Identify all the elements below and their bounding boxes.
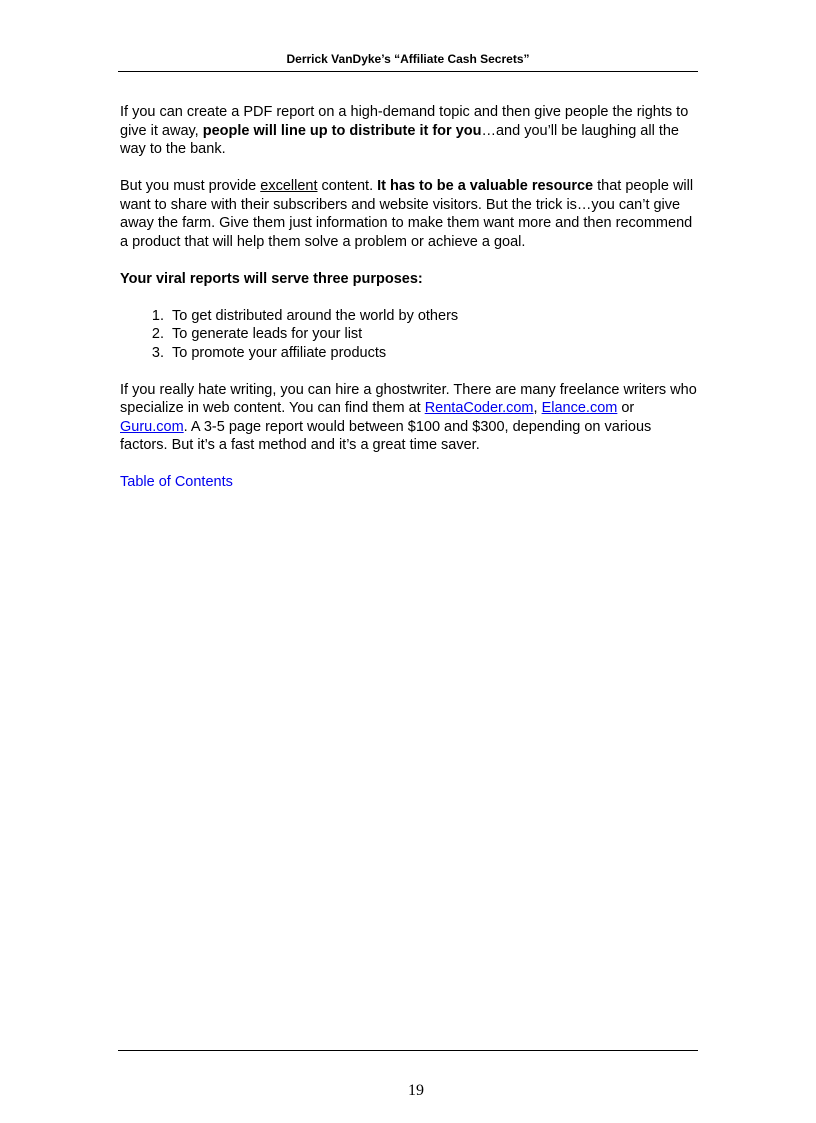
paragraph-excellent-content [120,177,700,251]
separator-text: or [617,400,635,416]
paragraph-text: …and you’ll be laughing all the way to the bank. [120,122,679,157]
bold-text: It has to be a valuable resource [377,178,594,194]
paragraph-text: content. [317,178,378,194]
header-divider [118,71,698,72]
purposes-list [120,307,700,363]
page-content [120,103,700,510]
bold-text: people will line up to distribute it for you [202,122,482,139]
paragraph-text: If you can create a PDF report on a high-demand topic and then give people the rights to give it away, [120,104,689,139]
paragraph-text: But you must provide [120,178,261,194]
elance-link[interactable]: Elance.com [541,400,618,416]
toc-paragraph [120,473,700,492]
paragraph-text: If you really hate writing, you can hire a ghostwriter. There are many freelance writers who specialize in web content. You can find them at [120,381,697,416]
paragraph-text: that people will want to share with their subscribers and website visitors. But the trick is…you can’t give away the farm. Give them just information to make them want more and then recommend a product that will help them solve a problem or achieve a goal. [120,178,694,250]
page-number: 19 [408,1082,424,1099]
list-item: 1. To get distributed around the world by others [168,307,700,326]
purposes-heading: Your viral reports will serve three purposes: [120,270,423,287]
footer-divider [118,1050,698,1051]
guru-link[interactable]: Guru.com [120,418,184,435]
list-item: 2. To generate leads for your list [168,325,700,344]
underlined-text: excellent [260,178,318,194]
paragraph-text: . A 3-5 page report would between $100 and $300, depending on various factors. But it’s a fast method and it’s a great time saver. [120,418,652,453]
table-of-contents-link[interactable]: Table of Contents [120,474,233,490]
paragraph-pdf-report [120,103,700,159]
list-item: 3. To promote your affiliate products [168,344,700,363]
rentacoder-link[interactable]: RentaCoder.com [424,400,534,416]
paragraph-ghostwriter [120,381,700,455]
separator-text: , [533,400,542,416]
page-header-title: Derrick VanDyke’s “Affiliate Cash Secrets” [286,52,530,66]
